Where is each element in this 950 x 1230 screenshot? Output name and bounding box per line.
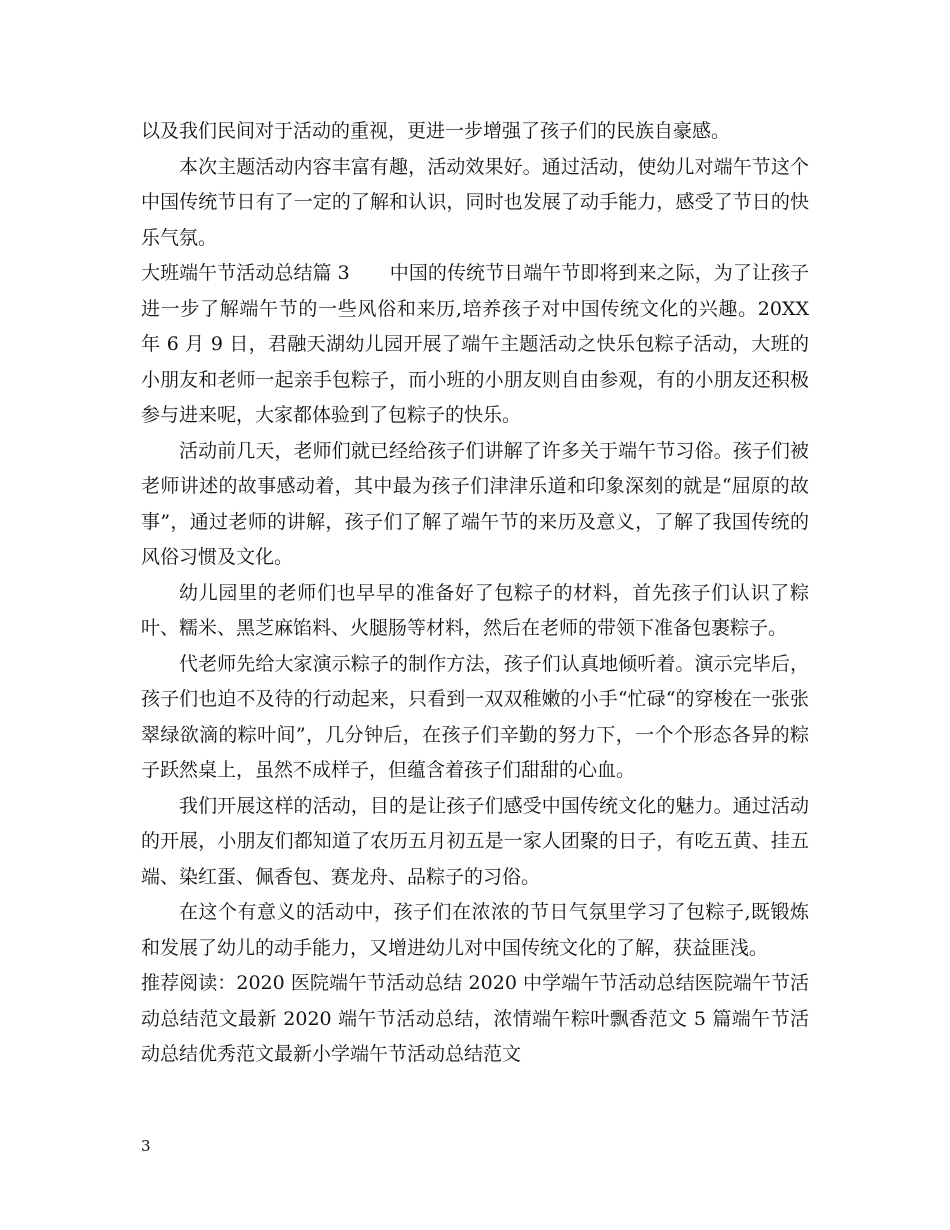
paragraph-materials: 幼儿园里的老师们也早早的准备好了包粽子的材料，首先孩子们认识了粽叶、糯米、黑芝麻馅料、火腿肠等材料，然后在老师的带领下准备包裹粽子。 [141,581,809,639]
section-text: 中国的传统节日端午节即将到来之际，为了让孩子进一步了解端午节的一些风俗和来历,培养孩子对中国传统文化的兴趣。20XX 年 6 月 9 日，君融天湖幼儿园开展了端午主题活动之快乐包粽子活动，大班的小朋友和老师一起亲手包粽子，而小班的小朋友则自由参观，有的小朋友还积极参与进来呢，大家都体验到了包粽子的快乐。 [141,262,809,426]
recommended-reading: 推荐阅读：2020 医院端午节活动总结 2020 中学端午节活动总结医院端午节活动总结范文最新 2020 端午节活动总结，浓情端午粽叶飘香范文 5 篇端午节活动总结优秀范文最新小学端午节活动总结范文 [141,972,809,1065]
paragraph-demonstration: 代老师先给大家演示粽子的制作方法，孩子们认真地倾听着。演示完毕后，孩子们也迫不及待的行动起来，只看到一双双稚嫩的小手“忙碌“的穿梭在一张张翠绿欲滴的粽叶间”，几分钟后，在孩子们辛勤的努力下，一个个形态各异的粽子跃然桌上，虽然不成样子，但蕴含着孩子们甜甜的心血。 [141,652,809,781]
document-page [141,114,809,1073]
section-title: 大班端午节活动总结篇 3 [141,262,350,284]
paragraph-purpose: 我们开展这样的活动，目的是让孩子们感受中国传统文化的魅力。通过活动的开展，小朋友们都知道了农历五月初五是一家人团聚的日子，有吃五黄、挂五端、染红蛋、佩香包、赛龙舟、品粽子的习俗。 [141,794,809,888]
page-number: 3 [141,1137,151,1155]
paragraph-before-activity: 活动前几天，老师们就已经给孩子们讲解了许多关于端午节习俗。孩子们被老师讲述的故事感动着，其中最为孩子们津津乐道和印象深刻的就是“屈原的故事”，通过老师的讲解，孩子们了解了端午节的来历及意义，了解了我国传统的风俗习惯及文化。 [141,439,809,568]
paragraph-conclusion: 在这个有意义的活动中，孩子们在浓浓的节日气氛里学习了包粽子,既锻炼和发展了幼儿的动手能力，又增进幼儿对中国传统文化的了解，获益匪浅。 [141,901,809,959]
section-paragraph [141,256,809,434]
paragraph-summary: 本次主题活动内容丰富有趣，活动效果好。通过活动，使幼儿对端午节这个中国传统节日有了一定的了解和认识，同时也发展了动手能力，感受了节日的快乐气氛。 [141,155,809,249]
paragraph-intro: 以及我们民间对于活动的重视，更进一步增强了孩子们的民族自豪感。 [141,120,731,142]
